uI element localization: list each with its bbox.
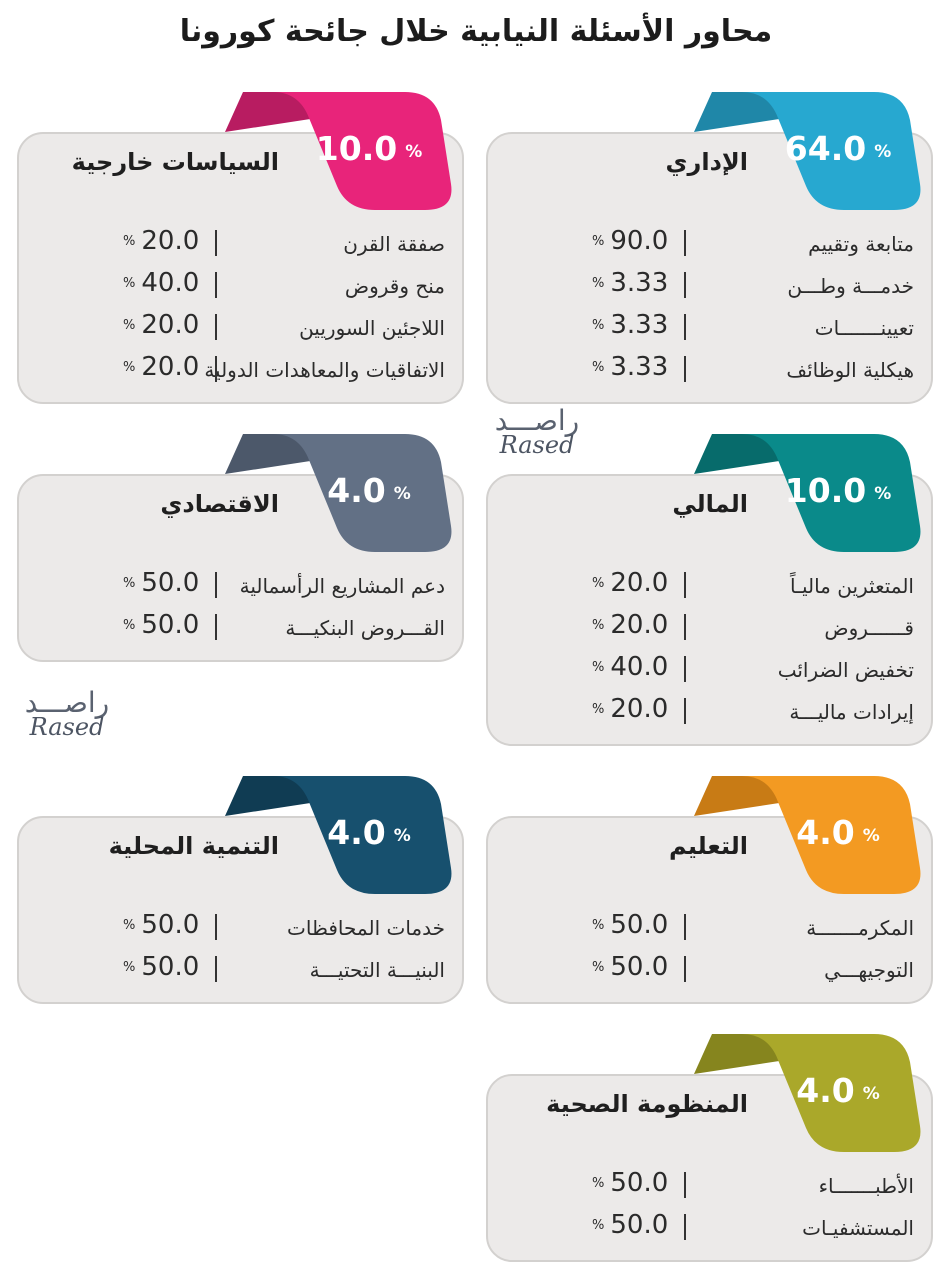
percent-sign: % [862, 1084, 880, 1104]
row-value-number: 50.0 [141, 952, 200, 982]
watermark-2 [12, 686, 122, 741]
topic-row [586, 310, 914, 350]
row-value [592, 610, 668, 640]
card-title: التعليم [669, 832, 748, 860]
row-value [592, 568, 668, 598]
row-separator [684, 272, 686, 298]
row-label: البنيـــة التحتيـــة [309, 958, 445, 982]
percent-value [768, 810, 908, 854]
percent-sign: % [393, 484, 411, 504]
row-label: التوجيهـــي [824, 958, 914, 982]
row-label: هيكلية الوظائف [786, 358, 914, 382]
row-separator [684, 956, 686, 982]
topic-row [586, 1210, 914, 1250]
row-separator [684, 614, 686, 640]
percent-sign: % [874, 142, 892, 162]
row-value [592, 1168, 668, 1198]
card-title: الإداري [665, 148, 748, 176]
row-label: تعيينـــــــات [814, 316, 914, 340]
row-value [592, 910, 668, 940]
row-percent-sign: % [592, 234, 605, 249]
row-value-number: 3.33 [610, 268, 669, 298]
row-label: المتعثرين ماليـاً [789, 574, 914, 598]
row-separator [684, 1214, 686, 1240]
watermark-latin: Rased [29, 713, 105, 741]
topic-row [586, 352, 914, 392]
row-separator [215, 956, 217, 982]
row-separator [684, 698, 686, 724]
row-label: قــــــروض [824, 616, 914, 640]
row-value [592, 694, 668, 724]
row-separator [684, 230, 686, 256]
percent-value [299, 810, 439, 854]
topic-row [117, 352, 445, 392]
row-value-number: 20.0 [610, 694, 669, 724]
row-percent-sign: % [123, 576, 136, 591]
row-separator [215, 314, 217, 340]
watermark-latin: Rased [499, 431, 575, 459]
row-value [592, 268, 668, 298]
percent-sign: % [874, 484, 892, 504]
row-value [592, 226, 668, 256]
row-percent-sign: % [592, 618, 605, 633]
row-separator [684, 914, 686, 940]
watermark-1 [482, 404, 592, 459]
row-percent-sign: % [592, 1218, 605, 1233]
topic-row [586, 1168, 914, 1208]
row-percent-sign: % [123, 318, 136, 333]
row-percent-sign: % [592, 960, 605, 975]
row-separator [684, 572, 686, 598]
row-separator [684, 656, 686, 682]
row-separator [215, 572, 217, 598]
row-percent-sign: % [592, 360, 605, 375]
row-label: صفقة القرن [343, 232, 445, 256]
row-percent-sign: % [123, 618, 136, 633]
percent-value [299, 126, 439, 170]
percent-number: 10.0 [784, 470, 867, 510]
percent-number: 4.0 [327, 470, 386, 510]
topic-row [117, 226, 445, 266]
row-value-number: 40.0 [610, 652, 669, 682]
row-label: خدمـــة وطـــن [787, 274, 914, 298]
topic-row [586, 652, 914, 692]
row-separator [215, 272, 217, 298]
row-percent-sign: % [592, 660, 605, 675]
row-value [123, 952, 199, 982]
row-value [592, 652, 668, 682]
row-percent-sign: % [592, 1176, 605, 1191]
row-separator [215, 230, 217, 256]
row-percent-sign: % [592, 318, 605, 333]
topic-row [117, 310, 445, 350]
row-value [592, 352, 668, 382]
row-value-number: 20.0 [610, 610, 669, 640]
row-label: اللاجئين السوريين [299, 316, 445, 340]
percent-value [768, 126, 908, 170]
topic-row [586, 910, 914, 950]
row-label: تخفيض الضرائب [777, 658, 914, 682]
row-separator [215, 356, 217, 382]
topic-row [586, 694, 914, 734]
topic-row [117, 952, 445, 992]
row-value [592, 952, 668, 982]
row-label: منح وقروض [344, 274, 445, 298]
row-separator [215, 914, 217, 940]
topic-row [586, 610, 914, 650]
row-label: إيرادات ماليـــة [789, 700, 914, 724]
watermark-arabic: راصـــد [24, 686, 110, 719]
row-value [123, 610, 199, 640]
row-label: الاتفاقيات والمعاهدات الدولية [204, 358, 445, 382]
row-value-number: 3.33 [610, 310, 669, 340]
percent-number: 4.0 [327, 812, 386, 852]
row-value-number: 50.0 [141, 910, 200, 940]
row-label: المستشفيـات [802, 1216, 914, 1240]
percent-value [768, 468, 908, 512]
percent-sign: % [405, 142, 423, 162]
topic-row [117, 268, 445, 308]
percent-sign: % [393, 826, 411, 846]
topic-row [586, 568, 914, 608]
card-title: المالي [672, 490, 748, 518]
topic-row [586, 226, 914, 266]
topic-row [117, 568, 445, 608]
row-label: خدمات المحافظات [287, 916, 445, 940]
row-value [123, 352, 199, 382]
row-separator [215, 614, 217, 640]
row-percent-sign: % [592, 576, 605, 591]
row-percent-sign: % [592, 702, 605, 717]
row-percent-sign: % [123, 960, 136, 975]
percent-number: 64.0 [784, 128, 867, 168]
row-percent-sign: % [123, 918, 136, 933]
row-value-number: 20.0 [610, 568, 669, 598]
row-percent-sign: % [592, 918, 605, 933]
row-value [123, 910, 199, 940]
percent-number: 4.0 [796, 812, 855, 852]
row-label: متابعة وتقييم [808, 232, 914, 256]
row-value-number: 20.0 [141, 226, 200, 256]
row-percent-sign: % [592, 276, 605, 291]
row-separator [684, 1172, 686, 1198]
card-title: الاقتصادي [160, 490, 279, 518]
row-value-number: 50.0 [610, 1168, 669, 1198]
row-label: دعم المشاريع الرأسمالية [239, 574, 445, 598]
card-title: المنظومة الصحية [546, 1090, 748, 1118]
percent-value [768, 1068, 908, 1112]
card-title: التنمية المحلية [108, 832, 279, 860]
topic-row [586, 268, 914, 308]
row-value-number: 40.0 [141, 268, 200, 298]
percent-number: 4.0 [796, 1070, 855, 1110]
percent-number: 10.0 [315, 128, 398, 168]
row-label: القـــروض البنكيـــة [285, 616, 445, 640]
percent-value [299, 468, 439, 512]
row-value-number: 3.33 [610, 352, 669, 382]
row-separator [684, 314, 686, 340]
row-value [592, 310, 668, 340]
row-percent-sign: % [123, 234, 136, 249]
row-separator [684, 356, 686, 382]
topic-row [117, 910, 445, 950]
row-value [123, 268, 199, 298]
row-value-number: 50.0 [141, 568, 200, 598]
row-value-number: 50.0 [610, 1210, 669, 1240]
row-value [592, 1210, 668, 1240]
row-value-number: 20.0 [141, 310, 200, 340]
row-value-number: 50.0 [141, 610, 200, 640]
row-value-number: 20.0 [141, 352, 200, 382]
row-percent-sign: % [123, 360, 136, 375]
row-value-number: 50.0 [610, 952, 669, 982]
row-value [123, 310, 199, 340]
row-label: المكرمـــــــة [806, 916, 914, 940]
topic-row [586, 952, 914, 992]
row-label: الأطبـــــــاء [818, 1174, 914, 1198]
card-title: السياسات خارجية [71, 148, 279, 176]
watermark-arabic: راصـــد [494, 404, 580, 437]
row-value-number: 90.0 [610, 226, 669, 256]
row-percent-sign: % [123, 276, 136, 291]
page-title: محاور الأسئلة النيابية خلال جائحة كورونا [179, 14, 773, 49]
row-value [123, 568, 199, 598]
row-value-number: 50.0 [610, 910, 669, 940]
percent-sign: % [862, 826, 880, 846]
row-value [123, 226, 199, 256]
topic-row [117, 610, 445, 650]
